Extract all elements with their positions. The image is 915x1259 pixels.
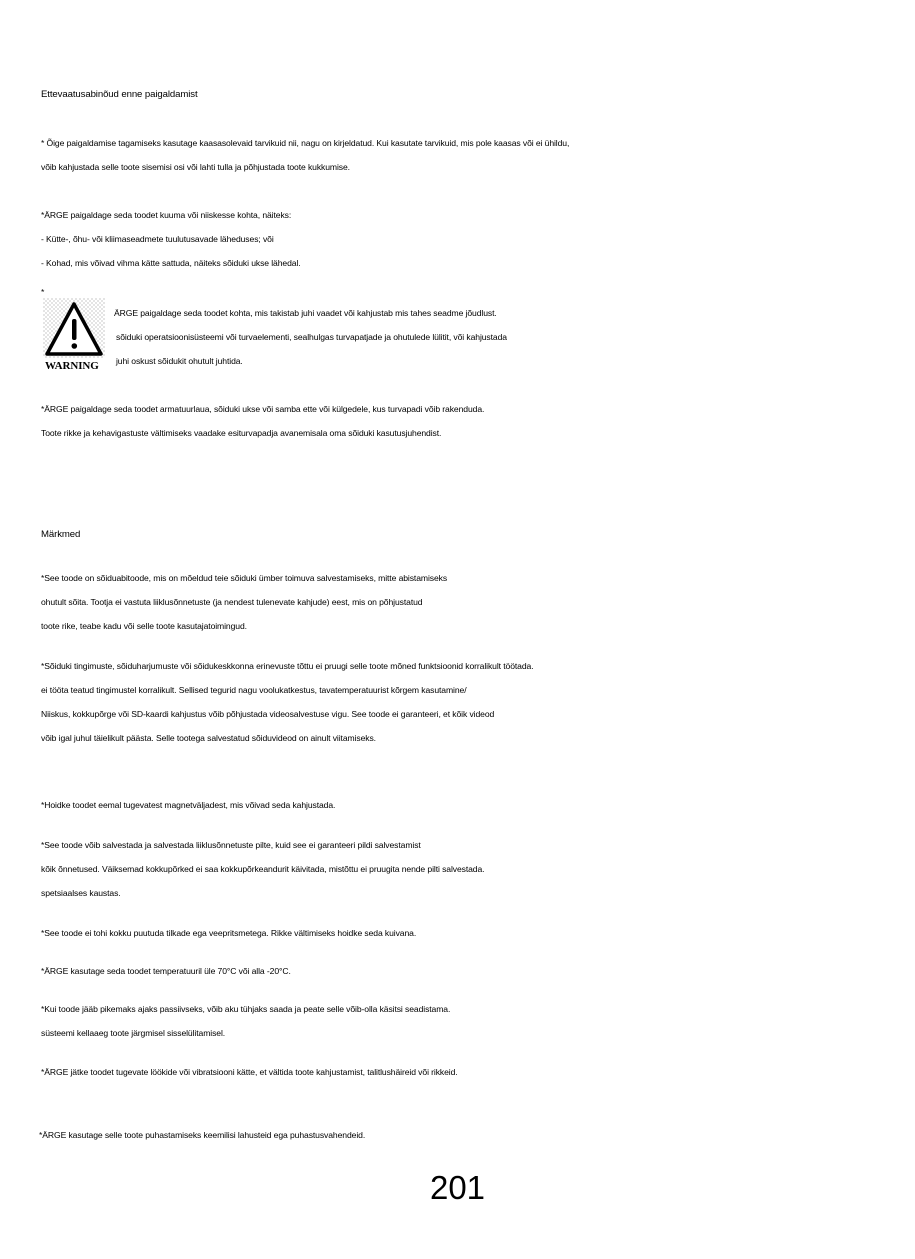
paragraph-line: * Õige paigaldamise tagamiseks kasutage kaasasolevaid tarvikuid nii, nagu on kirjeldatud. Kui kasutate tarvikuid, mis pole kaasas või ei ühildu, [41,138,570,148]
paragraph-line: ohutult sõita. Tootja ei vastuta liiklusõnnetuste (ja nendest tulenevate kahjude) eest, mis on põhjustatud [41,597,423,607]
paragraph-line: - Kohad, mis võivad vihma kätte sattuda, näiteks sõiduki ukse lähedal. [41,258,301,268]
warning-label: WARNING [45,360,99,372]
paragraph-line: Toote rikke ja kehavigastuste vältimiseks vaadake esiturvapadja avanemisala oma sõiduki kasutusjuhendist. [41,428,442,438]
paragraph-line: võib kahjustada selle toote sisemisi osi või lahti tulla ja põhjustada toote kukkumise. [41,162,350,172]
section-title-precautions: Ettevaatusabinõud enne paigaldamist [41,89,198,100]
paragraph-line: *ÄRGE paigaldage seda toodet armatuurlaua, sõiduki ukse või samba ette või külgedele, kus turvapadi võib rakenduda. [41,404,485,414]
section-title-notes: Märkmed [41,529,81,540]
paragraph-line: *Kui toode jääb pikemaks ajaks passiivseks, võib aku tühjaks saada ja peate selle võib-olla käsitsi seadistama. [41,1004,451,1014]
paragraph-line: *See toode võib salvestada ja salvestada liiklusõnnetuste pilte, kuid see ei garanteeri pildi salvestamist [41,840,421,850]
paragraph-line: *ÄRGE jätke toodet tugevate löökide või vibratsiooni kätte, et vältida toote kahjustamist, talitlushäireid või rikkeid. [41,1067,458,1077]
paragraph-line: *See toode on sõiduabitoode, mis on mõeldud teie sõiduki ümber toimuva salvestamiseks, mitte abistamiseks [41,573,448,583]
paragraph-line: kõik õnnetused. Väiksemad kokkupõrked ei saa kokkupõrkeandurit käivitada, mistõttu ei pruugita nende pilti salvestada. [41,864,485,874]
paragraph-line: - Kütte-, õhu- või kliimaseadmete tuulutusavade läheduses; või [41,234,274,244]
paragraph-line: spetsiaalses kaustas. [41,888,121,898]
paragraph-line: ei tööta teatud tingimustel korralikult. Sellised tegurid nagu voolukatkestus, tavatemperatuurist kõrgem kasutamine/ [41,685,467,695]
bullet-marker: * [41,287,45,297]
paragraph-line: juhi oskust sõidukit ohutult juhtida. [116,356,243,366]
paragraph-line: *ÄRGE kasutage seda toodet temperatuuril üle 70°C või alla -20°C. [41,966,291,976]
paragraph-line: toote rike, teabe kadu või selle toote kasutajatoimingud. [41,621,247,631]
paragraph-line: Niiskus, kokkupõrge või SD-kaardi kahjustus võib põhjustada videosalvestuse vigu. See toode ei garanteeri, et kõik videod [41,709,495,719]
paragraph-line: sõiduki operatsioonisüsteemi või turvaelementi, sealhulgas turvapatjade ja ohutulede lülitit, või kahjustada [116,332,507,342]
paragraph-line: *Sõiduki tingimuste, sõiduharjumuste või sõidukeskkonna erinevuste tõttu ei pruugi selle toote mõned funktsioonid korralikult töötada. [41,661,534,671]
paragraph-line: süsteemi kellaaeg toote järgmisel sisselülitamisel. [41,1028,226,1038]
paragraph-line: *See toode ei tohi kokku puutuda tilkade ega veepritsmetega. Rikke vältimiseks hoidke seda kuivana. [41,928,417,938]
paragraph-line: võib igal juhul täielikult päästa. Selle tootega salvestatud sõiduvideod on ainult viitamiseks. [41,733,376,743]
paragraph-line: *ÄRGE paigaldage seda toodet kuuma või niiskesse kohta, näiteks: [41,210,292,220]
paragraph-line: *ÄRGE kasutage selle toote puhastamiseks keemilisi lahusteid ega puhastusvahendeid. [39,1130,366,1140]
page-number: 201 [429,1169,486,1206]
paragraph-line: ÄRGE paigaldage seda toodet kohta, mis takistab juhi vaadet või kahjustab mis tahes seadme jõudlust. [114,308,497,318]
paragraph-line: *Hoidke toodet eemal tugevatest magnetväljadest, mis võivad seda kahjustada. [41,800,336,810]
